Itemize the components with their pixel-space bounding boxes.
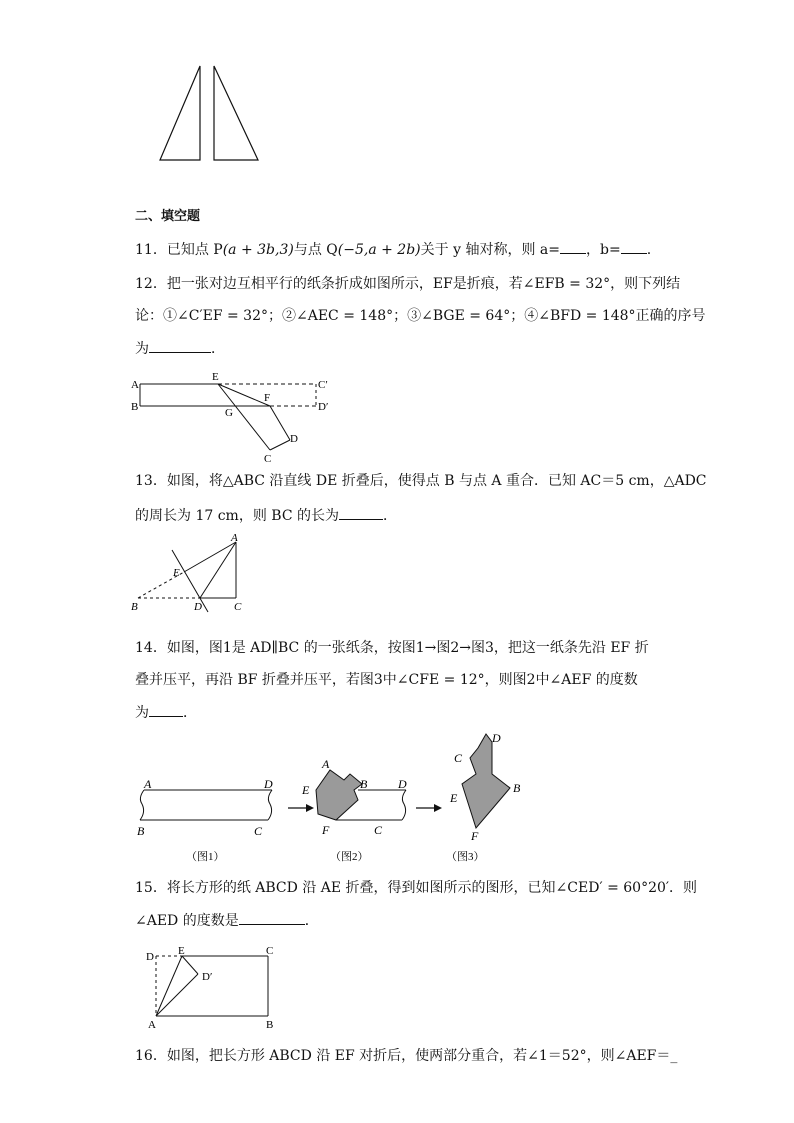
q13-text-line2: 的周长为 17 cm，则 BC 的长为 xyxy=(135,508,339,524)
q12-text-line1: 把一张对边互相平行的纸条折成如图所示，EF是折痕，若∠EFB = 32°，则下列结 xyxy=(166,276,681,292)
q14-fig3-caption: （图3） xyxy=(446,851,485,863)
q15-label-a: A xyxy=(148,1019,156,1030)
q14-fig1-caption: （图1） xyxy=(186,851,225,863)
q14-fig3-label-d: D xyxy=(492,731,501,745)
question-15-line1 xyxy=(135,878,697,898)
q11-text-c: 关于 y 轴对称，则 a= xyxy=(420,242,560,258)
q13-number: 13． xyxy=(135,473,167,489)
question-13-line2 xyxy=(135,505,397,526)
q13-line2-end: ． xyxy=(383,508,397,524)
q13-label-a: A xyxy=(231,532,238,544)
question-16-line1 xyxy=(135,1046,677,1066)
q14-fig2-caption: （图2） xyxy=(330,851,369,863)
q14-fig3 xyxy=(449,731,521,843)
question-11 xyxy=(135,239,651,260)
q15-label-c: C xyxy=(266,945,274,957)
right-triangle xyxy=(214,66,258,160)
q11-q-coord: (−5,a + 2b) xyxy=(337,242,421,258)
q15-label-e: E xyxy=(178,945,185,957)
q14-figure xyxy=(130,728,550,868)
q12-label-d1: D′ xyxy=(318,401,329,413)
q13-figure xyxy=(128,532,258,614)
q13-label-c: C xyxy=(234,601,242,613)
q14-fig2-label-d: D xyxy=(398,777,407,791)
q11-p-coord: (a + 3b,3) xyxy=(222,242,294,258)
q14-number: 14． xyxy=(135,640,167,656)
q11-text-a: 已知点 P xyxy=(166,242,223,258)
q13-label-d: D xyxy=(194,601,202,613)
q15-line2-end: ． xyxy=(304,913,319,929)
left-triangle xyxy=(160,66,200,160)
q14-fig1 xyxy=(137,777,273,838)
q14-fig1-label-d: D xyxy=(264,777,273,791)
q14-fig3-label-e: E xyxy=(450,791,458,805)
q14-fig2-label-e: E xyxy=(302,783,310,797)
q15-answer-blank[interactable] xyxy=(239,910,305,925)
q12-label-c: C xyxy=(264,453,272,465)
q15-label-d1: D′ xyxy=(202,971,213,983)
q14-fig2 xyxy=(301,757,407,837)
q15-label-b: B xyxy=(266,1019,274,1030)
q16-text-line1: 如图，把长方形 ABCD 沿 EF 对折后，使两部分重合，若∠1＝52°，则∠AEF＝_ xyxy=(166,1048,678,1064)
q11-blank-a[interactable] xyxy=(560,239,586,254)
q14-fig2-label-c: C xyxy=(374,823,383,837)
question-13-line1 xyxy=(135,471,707,491)
q14-fig3-label-c: C xyxy=(454,751,463,765)
q12-label-e: E xyxy=(212,371,219,383)
q14-fig1-label-a: A xyxy=(144,777,152,791)
q14-fig1-label-b: B xyxy=(137,824,145,838)
q12-number: 12． xyxy=(135,276,167,292)
question-14-line3 xyxy=(135,702,197,723)
q11-text-b: 与点 Q xyxy=(293,242,338,258)
question-12-line3 xyxy=(135,338,225,359)
q14-text-line2: 叠并压平，再沿 BF 折叠并压平，若图3中∠CFE = 12°，则图2中∠AEF 的度数 xyxy=(135,672,638,688)
section-title: 二、填空题 xyxy=(135,209,201,224)
q15-figure xyxy=(140,940,290,1030)
q12-label-c1: C′ xyxy=(318,379,328,391)
q14-arrow-1-head xyxy=(306,804,314,812)
top-triangles-figure xyxy=(150,60,270,170)
q14-arrow-2-head xyxy=(434,804,442,812)
q14-fig2-label-a: A xyxy=(322,757,330,771)
q12-answer-blank[interactable] xyxy=(149,338,211,353)
q12-text-line2: 论：①∠C′EF = 32°；②∠AEC = 148°；③∠BGE = 64°；④∠BFD = 148°正确的序号 xyxy=(135,308,706,324)
q14-answer-blank[interactable] xyxy=(149,702,183,717)
q12-label-a: A xyxy=(131,379,139,391)
q14-text-line1: 如图，图1是 AD∥BC 的一张纸条，按图1→图2→图3，把这一纸条先沿 EF 折 xyxy=(166,640,649,656)
q12-label-d: D xyxy=(290,433,298,445)
q16-number: 16． xyxy=(135,1048,167,1064)
question-12-line1 xyxy=(135,274,680,294)
q13-label-e: E xyxy=(173,567,180,579)
q12-label-g: G xyxy=(225,407,233,419)
q14-line3-end: ． xyxy=(183,705,197,721)
q13-text-line1: 如图，将△ABC 沿直线 DE 折叠后，使得点 B 与点 A 重合．已知 AC＝5 cm，△ADC xyxy=(166,473,707,489)
q15-number: 15． xyxy=(135,880,167,896)
q11-number: 11． xyxy=(135,242,167,258)
q11-text-d: ，b= xyxy=(585,242,621,258)
question-14-line1 xyxy=(135,638,649,658)
q14-fig3-label-b: B xyxy=(513,781,521,795)
q13-label-b: B xyxy=(131,601,138,613)
q15-label-d: D xyxy=(146,951,154,963)
q13-answer-blank[interactable] xyxy=(339,505,383,520)
q15-text-line1: 将长方形的纸 ABCD 沿 AE 折叠，得到如图所示的图形，已知∠CED′ = 60°20′．则 xyxy=(166,880,698,896)
q12-label-b: B xyxy=(131,401,139,413)
q12-text-line3: 为 xyxy=(135,341,149,357)
q11-text-e: . xyxy=(646,242,652,258)
q14-fig1-label-c: C xyxy=(254,824,263,838)
q14-fig2-label-f: F xyxy=(322,823,330,837)
q14-fig3-label-f: F xyxy=(471,829,479,843)
q11-blank-b[interactable] xyxy=(621,239,647,254)
q12-line3-end: ． xyxy=(211,341,225,357)
q12-label-f: F xyxy=(264,392,271,404)
q15-text-line2: ∠AED 的度数是 xyxy=(135,913,239,929)
question-15-line2 xyxy=(135,910,319,931)
q14-text-line3: 为 xyxy=(135,705,149,721)
q12-figure xyxy=(130,368,340,468)
q14-fig2-label-b: B xyxy=(360,777,368,791)
